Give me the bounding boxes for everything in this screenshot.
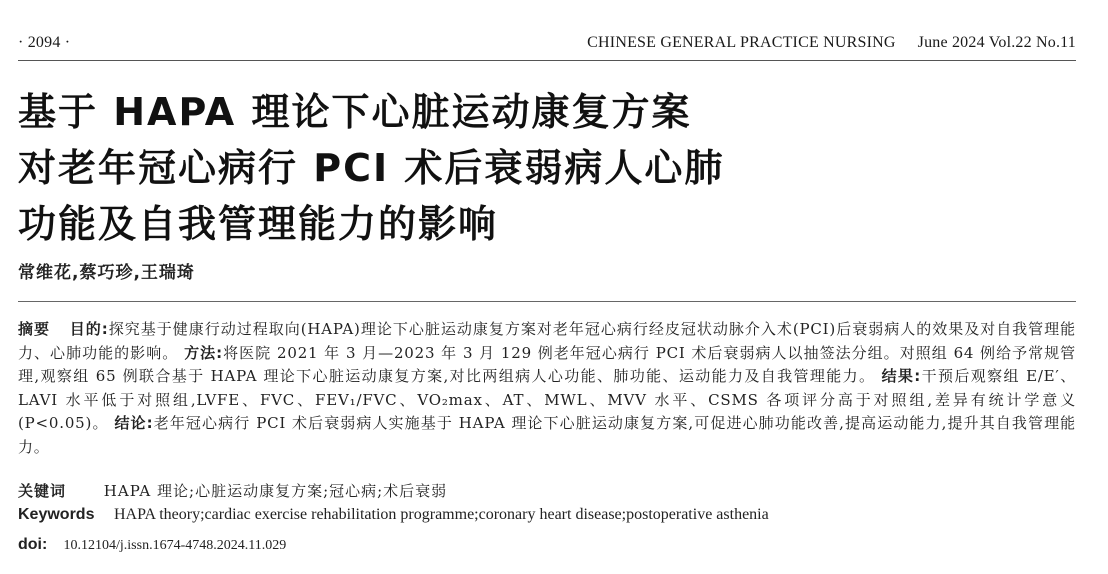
conclusion-text: 老年冠心病行 PCI 术后衰弱病人实施基于 HAPA 理论下心脏运动康复方案,可促进心肺功能改善,提高运动能力,提升其自我管理能力。	[18, 414, 1076, 456]
conclusion-label: 结论:	[114, 414, 154, 433]
title-line: 基于 HAPA 理论下心脏运动康复方案	[18, 90, 692, 134]
keywords-cn-label: 关键词	[18, 482, 67, 500]
issue-info: June 2024 Vol.22 No.11	[917, 34, 1076, 51]
author-list: 常维花,蔡巧珍,王瑞琦	[18, 263, 195, 283]
keywords-en	[18, 506, 769, 524]
keywords-en-label: Keywords	[18, 506, 95, 523]
title-line: 对老年冠心病行 PCI 术后衰弱病人心肺	[18, 146, 725, 190]
abstract-divider	[18, 301, 1076, 302]
keywords-cn	[18, 480, 447, 501]
objective-label: 目的:	[69, 320, 109, 338]
abstract-label: 摘要	[18, 320, 50, 338]
header-divider	[18, 60, 1076, 61]
keywords-en-text: HAPA theory;cardiac exercise rehabilitation programme;coronary heart disease;postoperative asthenia	[114, 506, 769, 523]
running-header	[18, 30, 1076, 56]
doi-text[interactable]: 10.12104/j.issn.1674-4748.2024.11.029	[63, 538, 287, 553]
doi-line	[18, 536, 286, 554]
methods-label: 方法:	[184, 343, 223, 362]
title-line: 功能及自我管理能力的影响	[18, 202, 499, 246]
abstract	[18, 318, 1076, 460]
article-title	[18, 84, 918, 252]
keywords-cn-text: HAPA 理论;心脏运动康复方案;冠心病;术后衰弱	[103, 482, 448, 500]
journal-name: CHINESE GENERAL PRACTICE NURSING	[587, 34, 896, 51]
page-number: · 2094 ·	[18, 34, 71, 51]
methods-text: 将医院 2021 年 3 月—2023 年 3 月 129 例老年冠心病行 PCI 术后衰弱病人以抽签法分组。对照组 64 例给予常规管理,观察组 65 例联合基于 HAPA 理论下心脏运动康复方案,对比两组病人心功能、肺功能、运动能力及自我管理能力。	[18, 343, 1076, 386]
objective-text: 探究基于健康行动过程取向(HAPA)理论下心脏运动康复方案对老年冠心病行经皮冠状动脉介入术(PCI)后衰弱病人的效果及对自我管理能力、心肺功能的影响。	[18, 320, 1076, 362]
journal-info	[587, 34, 1076, 52]
doi-label: doi:	[18, 536, 48, 553]
results-label: 结果:	[881, 367, 922, 386]
results-text: 干预后观察组 E/E′、LAVI 水平低于对照组,LVFE、FVC、FEV₁/FVC、VO₂max、AT、MWL、MVV 水平、CSMS 各项评分高于对照组,差异有统计学意义(P<0.05)。	[18, 367, 1077, 433]
